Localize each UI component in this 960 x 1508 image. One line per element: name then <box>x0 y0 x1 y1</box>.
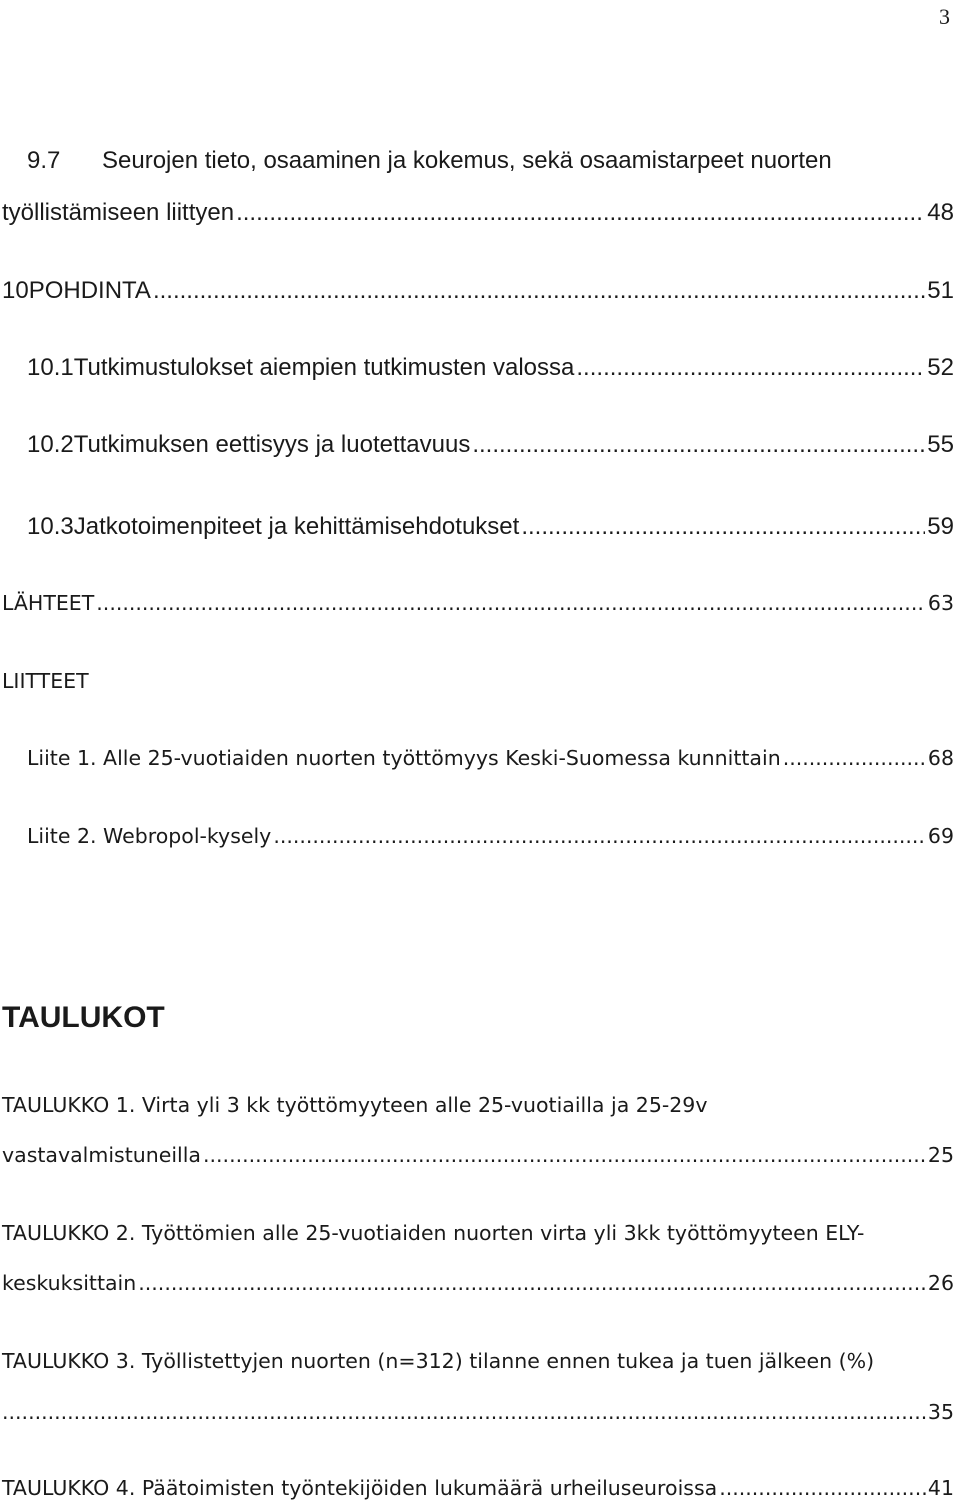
table-page-number: 26 <box>927 1271 954 1295</box>
toc-page-number: 69 <box>927 824 954 848</box>
leader-dots <box>783 746 926 770</box>
toc-entry-lahteet[interactable] <box>2 591 954 615</box>
toc-title: Jatkotoimenpiteet ja kehittämisehdotukset <box>73 513 520 540</box>
table-entry-2[interactable]: TAULUKKO 2. Työttömien alle 25-vuotiaiden nuorten virta yli 3kk työttömyyteen ELY- <box>2 1221 865 1245</box>
toc-title: Seurojen tieto, osaaminen ja kokemus, sekä osaamistarpeet nuorten <box>102 147 832 174</box>
table-page-number: 41 <box>927 1476 954 1500</box>
toc-number: 9.7 <box>27 147 61 174</box>
table-page-number: 35 <box>927 1400 954 1424</box>
toc-entry-liitteet[interactable]: LIITTEET <box>2 669 89 693</box>
leader-dots <box>2 1400 926 1424</box>
leader-dots <box>273 824 926 848</box>
leader-dots <box>236 199 925 227</box>
table-entry-title: vastavalmistuneilla <box>2 1143 201 1167</box>
toc-title: LÄHTEET <box>2 591 95 615</box>
leader-dots <box>472 431 925 459</box>
table-page-number: 25 <box>927 1143 954 1167</box>
page-number: 3 <box>939 4 950 29</box>
table-entry-title: keskuksittain <box>2 1271 137 1295</box>
toc-title: Tutkimuksen eettisyys ja luotettavuus <box>73 431 471 458</box>
toc-number: 10.2 <box>27 431 74 458</box>
leader-dots <box>521 513 925 541</box>
toc-entry-10-2[interactable] <box>27 431 954 459</box>
toc-entry-10-3[interactable] <box>27 513 954 541</box>
toc-entry-liite-1[interactable] <box>27 746 954 770</box>
toc-title: Liite 2. Webropol-kysely <box>27 824 272 848</box>
leader-dots <box>576 354 925 382</box>
leader-dots <box>203 1143 926 1167</box>
toc-entry-10[interactable] <box>2 277 954 305</box>
toc-page-number: 55 <box>927 431 954 458</box>
table-entry-3-cont[interactable] <box>2 1400 954 1424</box>
toc-entry-9-7-cont[interactable] <box>2 199 954 227</box>
toc-number: 10.1 <box>27 354 74 381</box>
toc-page-number: 51 <box>927 277 954 304</box>
toc-page-number: 52 <box>927 354 954 381</box>
toc-page-number: 68 <box>927 746 954 770</box>
table-entry-4[interactable] <box>2 1476 954 1500</box>
toc-title: työllistämiseen liittyen <box>2 199 235 226</box>
table-entry-3[interactable]: TAULUKKO 3. Työllistettyjen nuorten (n=312) tilanne ennen tukea ja tuen jälkeen (%) <box>2 1349 875 1373</box>
toc-number: 10.3 <box>27 513 74 540</box>
table-entry-title: TAULUKKO 4. Päätoimisten työntekijöiden lukumäärä urheiluseuroissa <box>2 1476 718 1500</box>
leader-dots <box>138 1271 926 1295</box>
toc-page-number: 48 <box>927 199 954 226</box>
leader-dots <box>153 277 925 305</box>
toc-entry-9-7[interactable] <box>27 147 832 175</box>
table-entry-1[interactable]: TAULUKKO 1. Virta yli 3 kk työttömyyteen alle 25-vuotiailla ja 25-29v <box>2 1093 708 1117</box>
tables-heading: TAULUKOT <box>2 1001 165 1034</box>
leader-dots <box>719 1476 926 1500</box>
toc-page-number: 63 <box>927 591 954 615</box>
table-entry-1-cont[interactable] <box>2 1143 954 1167</box>
table-entry-2-cont[interactable] <box>2 1271 954 1295</box>
toc-title: POHDINTA <box>28 277 151 304</box>
toc-page-number: 59 <box>927 513 954 540</box>
toc-number: 10 <box>2 277 29 304</box>
toc-entry-10-1[interactable] <box>27 354 954 382</box>
toc-title: Liite 1. Alle 25-vuotiaiden nuorten työttömyys Keski-Suomessa kunnittain <box>27 746 781 770</box>
toc-title: Tutkimustulokset aiempien tutkimusten valossa <box>73 354 575 381</box>
toc-entry-liite-2[interactable] <box>27 824 954 848</box>
leader-dots <box>96 591 926 615</box>
